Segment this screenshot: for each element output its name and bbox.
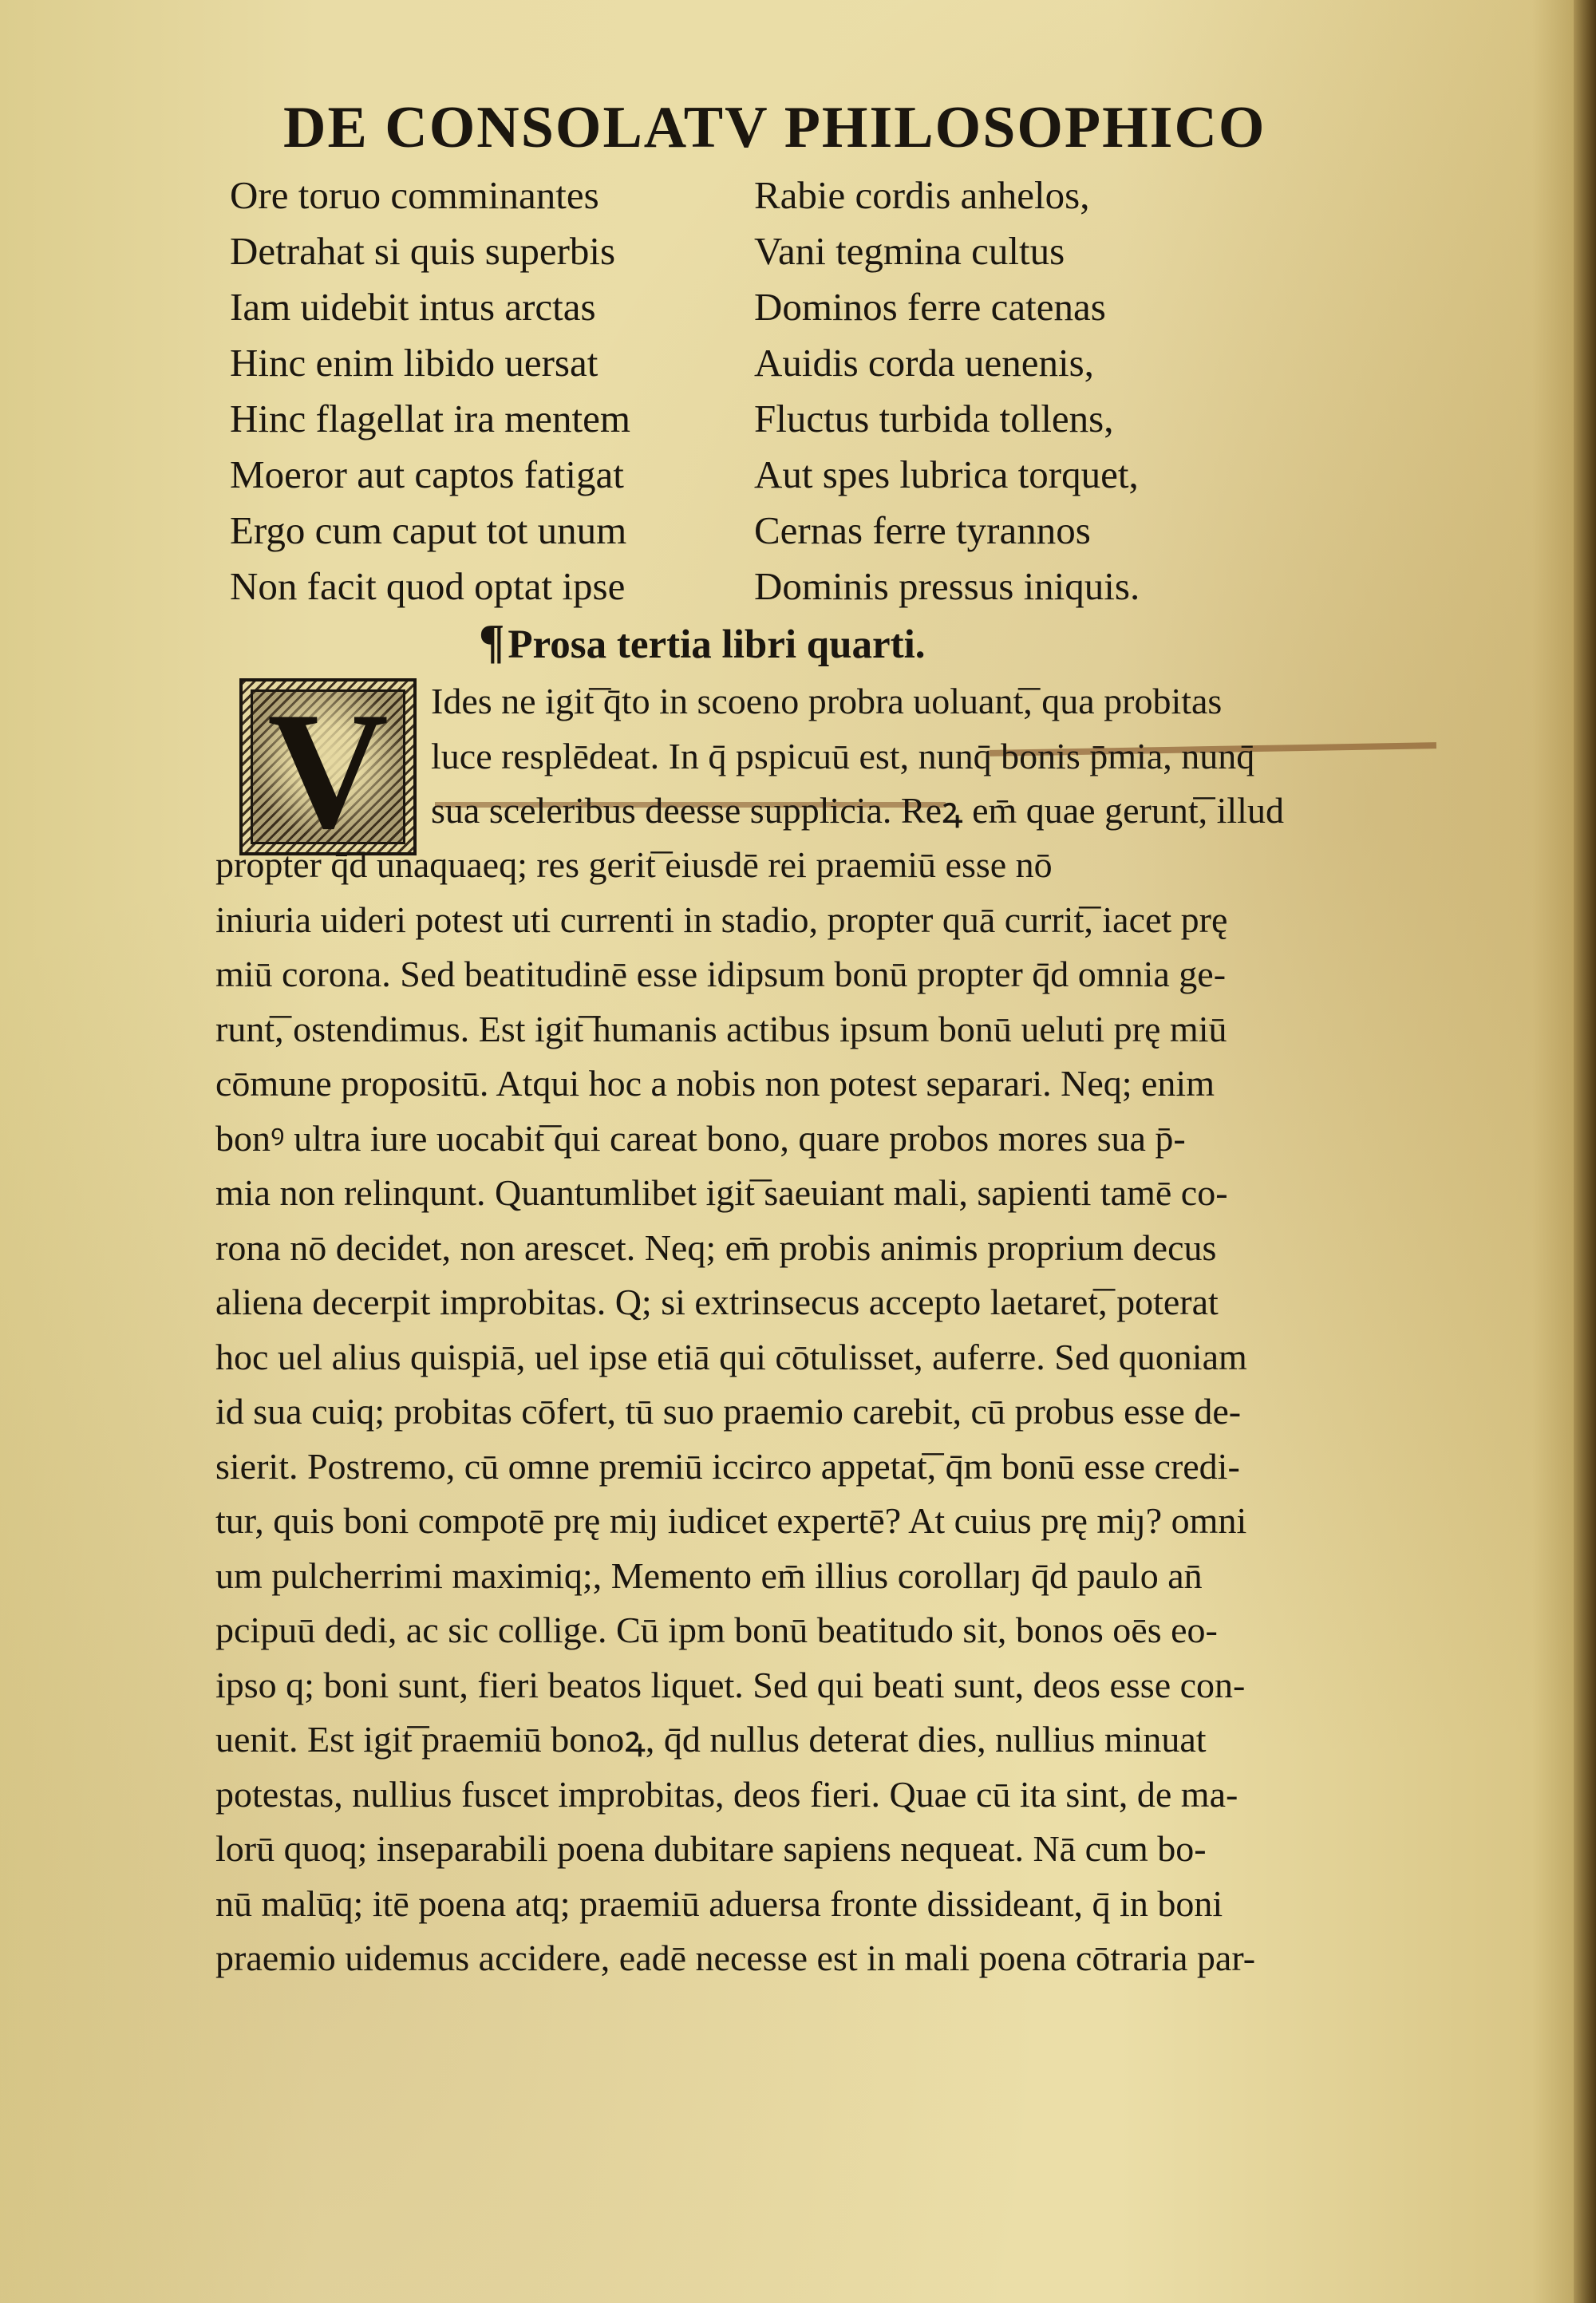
section-heading bbox=[479, 614, 926, 670]
pilcrow-icon: ¶ bbox=[479, 615, 505, 668]
initial-letter: V bbox=[267, 678, 389, 863]
decorated-initial bbox=[239, 678, 417, 863]
section-heading-text: Prosa tertia libri quarti. bbox=[508, 622, 926, 667]
verse-line: Iam uidebit intus arctas bbox=[230, 285, 596, 329]
prose-line: sierit. Postremo, cū omne premiū iccirco appetat͞, q̄m bonū esse credi- bbox=[215, 1445, 1240, 1487]
prose-block bbox=[215, 838, 1255, 1986]
prose-line: miū corona. Sed beatitudinē esse idipsum bonū propter q̄d omnia ge- bbox=[215, 954, 1227, 994]
prose-line: praemio uidemus accidere, eadē necesse est in mali poena cōtraria par- bbox=[215, 1938, 1256, 1978]
prose-line: cōmune propositū. Atqui hoc a nobis non potest separari. Neq; enim bbox=[215, 1063, 1215, 1104]
prose-line: potestas, nullius fuscet improbitas, deos fieri. Quae cū ita sint, de ma- bbox=[215, 1773, 1238, 1815]
prose-line: mia non relinqunt. Quantumlibet igit͞ saeuiant mali, sapienti tamē co- bbox=[215, 1172, 1228, 1213]
verse-line: Ore toruo comminantes bbox=[230, 173, 599, 217]
prose-indented-block bbox=[431, 674, 1284, 839]
verse-line: Auidis corda uenenis, bbox=[754, 341, 1094, 385]
verse-column-right bbox=[754, 168, 1140, 614]
verse-line: Hinc enim libido uersat bbox=[230, 341, 598, 385]
verse-line: Fluctus turbida tollens, bbox=[754, 397, 1114, 440]
verse-line: Ergo cum caput tot unum bbox=[230, 508, 627, 552]
verse-column-left bbox=[230, 168, 630, 614]
prose-line: ipso q; boni sunt, fieri beatos liquet. Sed qui beati sunt, deos esse con- bbox=[215, 1664, 1246, 1705]
prose-line: tur, quis boni compotē prę miȷ iudicet expertē? At cuius prę miȷ? omni bbox=[215, 1500, 1247, 1541]
page-edge-shadow bbox=[1574, 0, 1596, 2303]
prose-line: id sua cuiq; probitas cōfert, tū suo praemio carebit, cū probus esse de- bbox=[215, 1391, 1242, 1432]
prose-line: nū malūq; itē poena atq; praemiū aduersa fronte dissideant, q̄ in boni bbox=[215, 1882, 1223, 1924]
verse-line: Cernas ferre tyrannos bbox=[754, 508, 1091, 552]
prose-line: runt͞, ostendimus. Est igit͞ humanis actibus ipsum bonū ueluti prę miū bbox=[215, 1008, 1227, 1049]
prose-line: aliena decerpit improbitas. Q; si extrinsecus accepto laetaret͞, poterat bbox=[215, 1282, 1219, 1322]
verse-line: Dominis pressus iniquis. bbox=[754, 564, 1140, 608]
verse-line: Aut spes lubrica torquet, bbox=[754, 452, 1139, 496]
prose-line: um pulcherrimi maximiq;, Memento em̄ illius corollarȷ q̄d paulo an̄ bbox=[215, 1554, 1203, 1596]
prose-line: pcipuū dedi, ac sic collige. Cū ipm bonū beatitudo sit, bonos oēs eo- bbox=[215, 1610, 1218, 1650]
prose-line: hoc uel alius quispiā, uel ipse etiā qui cōtulisset, auferre. Sed quoniam bbox=[215, 1336, 1247, 1377]
verse-line: Vani tegmina cultus bbox=[754, 229, 1065, 273]
verse-line: Hinc flagellat ira mentem bbox=[230, 397, 631, 440]
prose-line: bonꝰ ultra iure uocabit͞ qui careat bono, quare probos mores sua p̄- bbox=[215, 1117, 1186, 1159]
prose-line: uenit. Est igit͞ praemiū bonoꝝ, q̄d nullus deterat dies, nullius minuat bbox=[215, 1719, 1207, 1760]
verse-line: Dominos ferre catenas bbox=[754, 285, 1106, 329]
prose-line: iniuria uideri potest uti currenti in stadio, propter quā currit͞, iacet prę bbox=[215, 899, 1228, 940]
prose-line: rona nō decidet, non arescet. Neq; em̄ probis animis proprium decus bbox=[215, 1227, 1217, 1268]
verse-line: Non facit quod optat ipse bbox=[230, 564, 626, 608]
verse-line: Moeror aut captos fatigat bbox=[230, 452, 624, 496]
running-title: DE CONSOLATV PHILOSOPHICO bbox=[283, 95, 1266, 160]
verse-line: Rabie cordis anhelos, bbox=[754, 173, 1090, 217]
decorated-initial-frame bbox=[251, 678, 405, 863]
prose-line: lorū quoq; inseparabili poena dubitare sapiens nequeat. Nā cum bo- bbox=[215, 1828, 1207, 1869]
verse-line: Detrahat si quis superbis bbox=[230, 229, 616, 273]
prose-line: sua sceleribus deesse supplicia. Reꝝ em̄ quae gerunt͞, illud bbox=[431, 790, 1284, 831]
prose-line: Ides ne igit͞ q̄to in scoeno probra uoluant͞, qua probitas bbox=[431, 681, 1223, 721]
prose-line: luce resplēdeat. In q̄ pspicuū est, nunq̄ bonis p̄mia, nunq̄ bbox=[431, 735, 1255, 776]
prose-line: propter q̄d unaquaeq; res gerit͞ eiusdē rei praemiū esse nō bbox=[215, 844, 1053, 885]
